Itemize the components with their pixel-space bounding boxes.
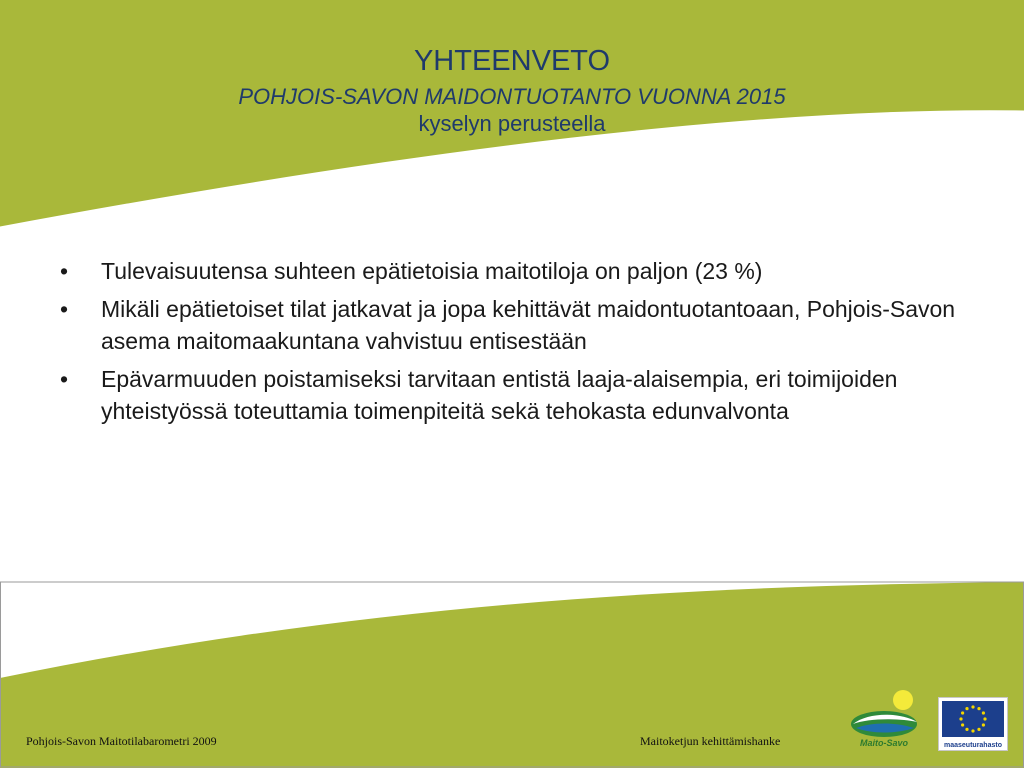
- maito-savo-label: Maito-Savo: [859, 738, 908, 748]
- bullet-item: [58, 293, 958, 357]
- bullet-text: Mikäli epätietoiset tilat jatkavat ja jopa kehittävät maidontuotantoaan, Pohjois-Savon asema maitomaakuntana vahvistuu entisestään: [101, 296, 956, 354]
- sun-icon: [893, 690, 913, 710]
- bullet-list: [58, 255, 958, 433]
- bullet-symbol: •: [60, 296, 69, 322]
- bullet-text: Tulevaisuutensa suhteen epätietoisia maitotiloja on paljon (23 %): [101, 258, 763, 284]
- slide-title: YHTEENVETO: [413, 45, 611, 77]
- bullet-item: [58, 363, 958, 427]
- eu-logo-label: maaseuturahasto: [944, 742, 1002, 749]
- eu-logo: [938, 697, 1008, 751]
- bullet-text: Epävarmuuden poistamiseksi tarvitaan entistä laaja-alaisempia, eri toimijoiden yhteistyössä toteuttamia toimenpiteitä sekä tehokasta edunvalvonta: [101, 366, 898, 424]
- bullet-symbol: •: [60, 258, 69, 284]
- slide-title-block: [0, 44, 1024, 137]
- footer-middle-text: Maitoketjun kehittämishanke: [640, 734, 781, 748]
- footer-left-text: Pohjois-Savon Maitotilabarometri 2009: [26, 734, 217, 748]
- slide-subtitle-2: kyselyn perusteella: [418, 111, 606, 136]
- bullet-item: [58, 255, 958, 287]
- eu-flag-icon: [939, 698, 1007, 740]
- bullet-symbol: •: [60, 366, 69, 392]
- slide-subtitle: POHJOIS-SAVON MAIDONTUOTANTO VUONNA 2015: [238, 84, 786, 109]
